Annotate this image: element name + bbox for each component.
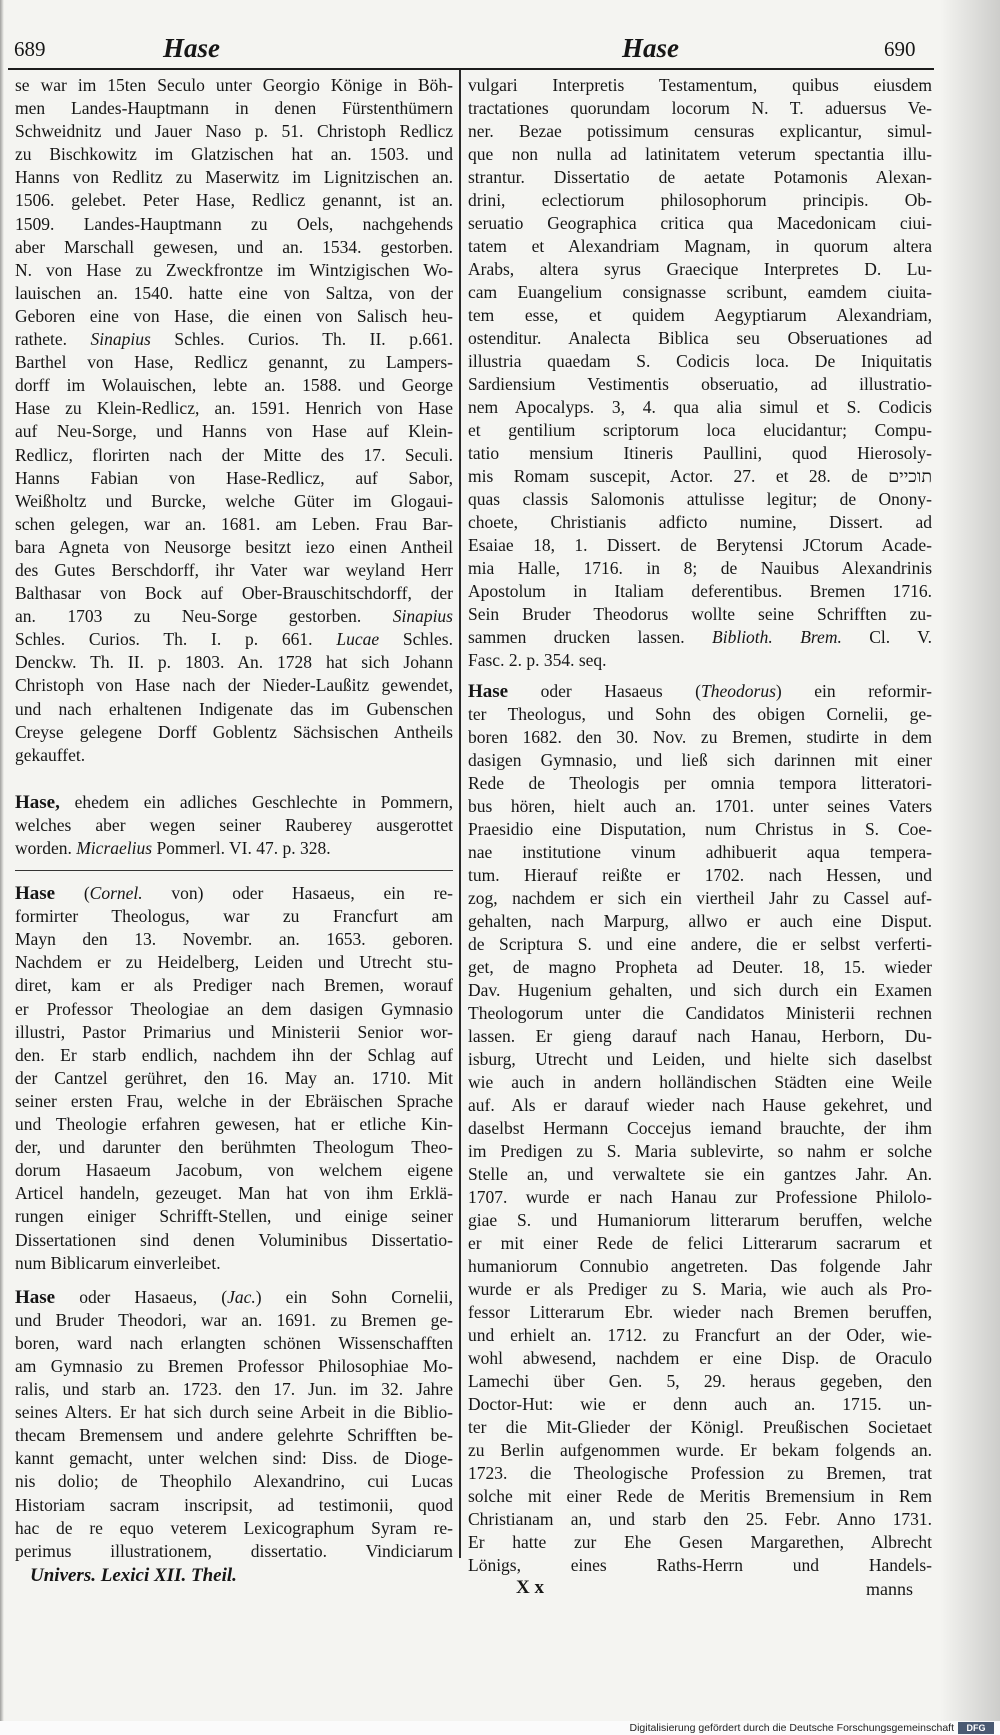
- text-run: Cl. V.: [841, 627, 932, 647]
- scan-edge-left: [0, 0, 4, 1721]
- text-line: ostenditur. Analecta Biblica seu Obseruationes ad: [468, 328, 932, 348]
- text-line: und Theologie erfahren gewesen, hat er etliche Kin-: [15, 1114, 453, 1135]
- text-line: drini, eclectiorum philosophorum principis. Ob-: [468, 190, 932, 210]
- text-line: der Cantzel gerühret, den 16. May an. 1710. Mit: [15, 1067, 453, 1088]
- text-line: Historiam sacram inscripsit, ad testimonii, quod: [15, 1494, 453, 1515]
- text-line: N. von Hase zu Zweckfrontze im Wintzigischen Wo-: [15, 259, 453, 280]
- text-line: strantur. Dissertatio de aetate Potamonis Alexan-: [468, 167, 932, 187]
- headword: Hase: [468, 681, 509, 702]
- text-run: rathete.: [15, 329, 91, 350]
- entry-hase-theodorus: [468, 680, 932, 1577]
- italic-reference: Micraelius: [76, 838, 153, 858]
- digitization-strip: [0, 1721, 1000, 1735]
- text-line: [15, 791, 453, 814]
- text-line: get, de magno Propheta ad Deuter. 18, 15. wieder: [468, 957, 932, 977]
- italic-reference: Biblioth. Brem.: [712, 627, 842, 647]
- text-line: Denckw. Th. II. p. 1803. An. 1728 hat sich Johann: [15, 652, 453, 673]
- entry-divider: [15, 870, 453, 871]
- text-line: Stelle an, und verwaltete sie ein gantzes Jahr. An.: [468, 1164, 932, 1184]
- text-line: [468, 626, 932, 649]
- running-head-left: Hase: [163, 33, 220, 63]
- text-run: worden.: [15, 838, 77, 858]
- text-run: ) ein Sohn Cornelii,: [255, 1286, 453, 1307]
- text-line: formirter Theologus, war zu Francfurt am: [15, 906, 453, 927]
- text-line: humaniorum Connubio angetreten. Das folgende Jahr: [468, 1256, 932, 1276]
- column-divider: [459, 70, 461, 1558]
- italic-reference: Jac.: [227, 1286, 256, 1307]
- italic-reference: Lucae: [336, 629, 380, 650]
- text-line: auf. Als er darauf wieder nach Hause gekehret, und: [468, 1095, 932, 1115]
- text-line: tractationes quorundam locorum N. T. aduersus Ve-: [468, 98, 932, 118]
- text-line: Arabs, altera syrus Graecique Interpretes D. Lu-: [468, 259, 932, 279]
- text-line: Geboren eine von Hase, die einen von Salisch heu-: [15, 305, 453, 326]
- text-line: thecam Bremensem und andere gelehrte Schrifften be-: [15, 1425, 453, 1446]
- digitization-notice: Digitalisierung gefördert durch die Deutsche Forschungsgemeinschaft: [629, 1722, 954, 1734]
- text-line: tatio mensium Itineris Paullini, quod Hierosoly-: [468, 443, 932, 463]
- text-line: tem esse, et quidem Aegyptiarum Alexandriam,: [468, 305, 932, 325]
- text-line: Dav. Hugenium gehalten, und sich durch ein Examen: [468, 980, 932, 1000]
- text-run: Schles.: [379, 629, 453, 650]
- text-line: im Predigen zu S. Maria sublevirte, so nahm er solche: [468, 1141, 932, 1161]
- text-line: ter Theologus, und Sohn des obigen Cornelii, ge-: [468, 704, 932, 724]
- text-run: sammen drucken lassen.: [468, 627, 713, 647]
- text-line: mis Romam suscepit, Actor. 27. et 28. de תוכיים: [468, 466, 932, 486]
- text-line: nae institutione vinum adhibuerit aqua tempera-: [468, 842, 932, 862]
- text-run: oder Hasaeus, (: [55, 1286, 228, 1307]
- text-line: 1723. die Theologische Profession zu Bremen, trat: [468, 1463, 932, 1483]
- text-line: den. Er starb endlich, nachdem ihn der Schlag auf: [15, 1044, 453, 1065]
- text-line: seiner ersten Frau, welche in der Ebräischen Sprache: [15, 1090, 453, 1111]
- text-line: num Biblicarum einverleibet.: [15, 1252, 221, 1273]
- text-line: Hanns Fabian von Hase-Redlicz, auf Sabor,: [15, 467, 453, 488]
- text-line: er Professor Theologiae an dem dasigen Gymnasio: [15, 998, 453, 1019]
- text-line: quas classis Salomonis attulisse legitur; de Onony-: [468, 489, 932, 509]
- text-line: diret, kam er als Prediger nach Bremen, worauf: [15, 975, 453, 996]
- dfg-logo: DFG: [958, 1722, 994, 1734]
- page-number-left: 689: [14, 37, 46, 61]
- text-run: ) ein reformir-: [775, 681, 932, 701]
- text-line: und Bruder Theodori, war an. 1691. zu Bremen ge-: [15, 1309, 453, 1330]
- entry-hase-silesian-family: [15, 74, 453, 767]
- text-line: [15, 837, 453, 860]
- text-line: Hanns von Redlitz zu Maserwitz im Lignitzischen an.: [15, 167, 453, 188]
- text-line: Barthel von Hase, Redlicz genannt, zu Lampers-: [15, 352, 453, 373]
- text-line: dorff im Wolauischen, lebte an. 1588. und George: [15, 375, 453, 396]
- text-line: ner. Bezae potissimum censuras explicantur, simul-: [468, 121, 932, 141]
- text-line: Er hatte zur Ehe Gesen Margarethen, Albrecht: [468, 1532, 932, 1552]
- text-line: Dissertationen sind denen Voluminibus Dissertatio-: [15, 1229, 453, 1250]
- scan-edge-right: [940, 0, 1000, 1721]
- text-line: und nach erhaltenen Indigenate das im Gubenschen: [15, 698, 453, 719]
- text-line: ter die Mit-Glieder der Königl. Preußischen Societaet: [468, 1417, 932, 1437]
- volume-footer: Univers. Lexici XII. Theil.: [30, 1565, 237, 1586]
- text-line: lassen. Er gieng darauf nach Hanau, Herborn, Du-: [468, 1026, 932, 1046]
- text-run: Schles. Curios. Th. II. p.661.: [150, 329, 453, 350]
- entry-hase-cornelius: [15, 882, 453, 1275]
- entry-hase-jacob-continued: [468, 74, 932, 672]
- text-line: men Landes-Hauptmann in denen Fürstenthümern: [15, 98, 453, 119]
- text-line: Creyse gelegene Dorff Goblentz Sächsischen Antheils: [15, 721, 453, 742]
- text-line: Christianam an, und starb den 25. Febr. Anno 1731.: [468, 1509, 932, 1529]
- text-line: giae S. und Humaniorum litterarum beruffen, welche: [468, 1210, 932, 1230]
- text-line: Christoph von Hase nach der Nieder-Laußitz gewendet,: [15, 675, 453, 696]
- text-line: auf Neu-Sorge, und Hanns von Hase auf Klein-: [15, 421, 453, 442]
- text-line: Nachdem er zu Heidelberg, Leiden und Utrecht stu-: [15, 952, 453, 973]
- text-line: Mayn den 13. Novembr. an. 1653. geboren.: [15, 929, 453, 950]
- text-line: et gentilium scriptorum loca elucidantur; Compu-: [468, 420, 932, 440]
- left-column: [15, 74, 453, 1574]
- text-line: kannt gemacht, unter welchen sind: Diss. de Dioge-: [15, 1448, 453, 1469]
- text-line: 1707. wurde er nach Hanau zur Professione Philolo-: [468, 1187, 932, 1207]
- text-line: Hase zu Klein-Redlicz, an. 1591. Henrich von Hase: [15, 398, 453, 419]
- text-line: Esaiae 18, 1. Dissert. de Berytensi JCtorum Acade-: [468, 535, 932, 555]
- text-line: wohl abwesend, nachdem er eine Disp. de Oraculo: [468, 1348, 932, 1368]
- text-line: Doctor-Hut: wie er denn auch an. 1715. un-: [468, 1394, 932, 1414]
- text-line: gekauffet.: [15, 744, 86, 765]
- text-line: und erhielt an. 1712. zu Francfurt an der Oder, wie-: [468, 1325, 932, 1345]
- text-line: Fasc. 2. p. 354. seq.: [468, 650, 607, 670]
- text-line: des Gutes Berschdorff, ihr Vater war weyland Herr: [15, 559, 453, 580]
- right-column: [468, 74, 932, 1579]
- text-line: Theologorum unter die Candidatos Ministerii rechnen: [468, 1003, 932, 1023]
- text-line: 1509. Landes-Hauptmann zu Oels, nachgehends: [15, 213, 453, 234]
- catchword: manns: [866, 1579, 913, 1599]
- text-line: Sein Bruder Theodorus wollte seine Schrifften zu-: [468, 604, 932, 624]
- text-line: choete, Christianis adficto numine, Dissert. ad: [468, 512, 932, 532]
- text-line: 1506. gelebet. Peter Hase, Redlicz genannt, ist an.: [15, 190, 453, 211]
- text-line: Weißholtz und Burcke, welche Güter im Glogaui-: [15, 490, 453, 511]
- text-line: boren, ward nach erlangten schönen Wissenschafften: [15, 1332, 453, 1353]
- headword: Hase: [15, 883, 56, 905]
- text-line: de Scriptura S. und eine andere, die er selbst verferti-: [468, 934, 932, 954]
- text-line: zog, nachdem er sich ein viertheil Jahr zu Cassel auf-: [468, 888, 932, 908]
- italic-reference: Sinapius: [392, 606, 453, 627]
- text-line: seines Alters. Er hat sich durch seine Arbeit in die Biblio-: [15, 1402, 453, 1423]
- text-line: nis dolio; de Theophilo Alexandrino, cui Lucas: [15, 1471, 453, 1492]
- headword: Hase: [15, 1286, 56, 1308]
- italic-reference: Cornel.: [89, 883, 143, 904]
- text-run: Schles. Curios. Th. I. p. 661.: [15, 629, 337, 650]
- text-line: Balthasar von Bock auf Ober-Brauschitschdorff, der: [15, 583, 453, 604]
- text-line: wurde er als Prediger zu S. Maria, wie auch als Pro-: [468, 1279, 932, 1299]
- text-line: Apostolum in Italiam deferentibus. Bremen 1716.: [468, 581, 932, 601]
- text-line: bus hören, hielt auch an. 1701. unter seines Vaters: [468, 796, 932, 816]
- text-run: an. 1703 zu Neu-Sorge gestorben.: [15, 606, 393, 627]
- text-line: vulgari Interpretis Testamentum, quibus eiusdem: [468, 75, 932, 95]
- text-line: que non nulla ad latinitatem veterum spectantia illu-: [468, 144, 932, 164]
- text-run: oder Hasaeus (: [508, 681, 702, 701]
- text-line: tatem et Alexandriam Magnam, in quorum altera: [468, 236, 932, 256]
- text-line: cam Euangelium consignasse scribunt, eamdem ciuita-: [468, 282, 932, 302]
- text-line: Sardiensium Vestimentis obseruatio, ad illustratio-: [468, 374, 932, 394]
- text-line: boren 1682. den 30. Nov. zu Bremen, studirte in dem: [468, 727, 932, 747]
- text-run: ehedem ein adliches Geschlechte in Pommern,: [59, 791, 453, 812]
- text-line: lauischen an. 1540. hatte eine von Saltza, von der: [15, 282, 453, 303]
- text-line: Schweidnitz und Jauer Naso p. 51. Christoph Redlicz: [15, 121, 453, 142]
- text-line: illustri, Pastor Primarius und Ministerii Senior wor-: [15, 1021, 453, 1042]
- text-line: Redlicz, florirten nach der Mitte des 17. Seculi.: [15, 444, 453, 465]
- text-line: Praesidio eine Disputation, num Christus in S. Coe-: [468, 819, 932, 839]
- text-line: fessor Litterarum Ebr. wieder nach Bremen beruffen,: [468, 1302, 932, 1322]
- running-head-right: Hase: [622, 33, 679, 63]
- signature-mark: X x: [516, 1577, 544, 1598]
- text-line: aber Marschall gewesen, und an. 1534. gestorben.: [15, 236, 453, 257]
- text-line: gehalten, nach Marpurg, allwo er auch eine Disput.: [468, 911, 932, 931]
- text-line: schen gelegen, war an. 1681. am Leben. Frau Bar-: [15, 513, 453, 534]
- text-line: wie auch in andern holländischen Städten eine Weile: [468, 1072, 932, 1092]
- text-line: nem Apocalyps. 3, 4. qua alia simul et S. Codicis: [468, 397, 932, 417]
- italic-reference: Theodorus: [701, 681, 776, 701]
- text-line: rungen einiger Schrifft-Stellen, und einige seiner: [15, 1206, 453, 1227]
- text-line: ralis, und starb an. 1723. den 17. Jun. im 32. Jahre: [15, 1379, 453, 1400]
- text-line: Lönigs, eines Raths-Herrn und Handels-: [468, 1555, 932, 1575]
- italic-reference: Sinapius: [90, 329, 151, 350]
- text-line: Lamechi über Gen. 5, 29. heraus gegeben, den: [468, 1371, 932, 1391]
- text-run: von) oder Hasaeus, ein re-: [142, 883, 453, 904]
- text-line: am Gymnasio zu Bremen Professor Philosophiae Mo-: [15, 1355, 453, 1376]
- text-run: Pommerl. VI. 47. p. 328.: [152, 838, 331, 858]
- text-line: tum. Hierauf reißte er 1702. nach Hessen, und: [468, 865, 932, 885]
- text-line: zu Berlin aufgenommen wurde. Er bekam folgends an.: [468, 1440, 932, 1460]
- text-line: [15, 882, 453, 905]
- text-line: Rede de Theologis per omnia tempora litteratori-: [468, 773, 932, 793]
- text-line: bara Agneta von Neusorge besitzt iezo einen Antheil: [15, 536, 453, 557]
- text-line: [15, 628, 453, 651]
- text-line: [15, 1286, 453, 1309]
- text-line: welches aber wegen seiner Rauberey ausgerottet: [15, 814, 453, 835]
- text-line: [15, 605, 453, 628]
- entry-hase-jacob: [15, 1286, 453, 1563]
- text-line: perimus illustrationem, dissertatio. Vindiciarum: [15, 1540, 453, 1561]
- text-line: [468, 680, 932, 703]
- text-line: mia Halle, 1716. in 8; de Nauibus Alexandrinis: [468, 558, 932, 578]
- text-line: solche mit einer Rede de Meritis Bremensium in Rem: [468, 1486, 932, 1506]
- headword: Hase,: [15, 791, 60, 813]
- text-line: Articel handeln, gezeuget. Man hat von ihm Erklä-: [15, 1183, 453, 1204]
- text-line: seruatio Geographica critica qua Macedonicam ciui-: [468, 213, 932, 233]
- text-line: illustria quaedam S. Codicis loca. De Iniquitatis: [468, 351, 932, 371]
- text-line: isburg, Utrecht und Leiden, und hielte sich daselbst: [468, 1049, 932, 1069]
- entry-hase-pomerania: [15, 791, 453, 860]
- text-line: daselbst Hermann Coccejus iemand brauchte, der ihm: [468, 1118, 932, 1138]
- text-line: se war im 15ten Seculo unter Georgio Könige in Böh-: [15, 75, 453, 95]
- text-line: dasigen Gymnasio, und ließ sich darinnen mit einer: [468, 750, 932, 770]
- text-line: dorum Hasaeum Jacobum, von welchem eigene: [15, 1160, 453, 1181]
- text-line: hac de re equo veterem Lexicographum Syram re-: [15, 1517, 453, 1538]
- text-line: [15, 328, 453, 351]
- text-run: (: [55, 883, 90, 904]
- text-line: der, und darunter den berühmten Theologum Theo-: [15, 1137, 453, 1158]
- header-rule: [8, 68, 934, 70]
- page-number-right: 690: [884, 37, 916, 61]
- text-line: zu Bischkowitz im Glatzischen hat an. 1503. und: [15, 144, 453, 165]
- text-line: er mit einer Rede de felici Litterarum sacrarum et: [468, 1233, 932, 1253]
